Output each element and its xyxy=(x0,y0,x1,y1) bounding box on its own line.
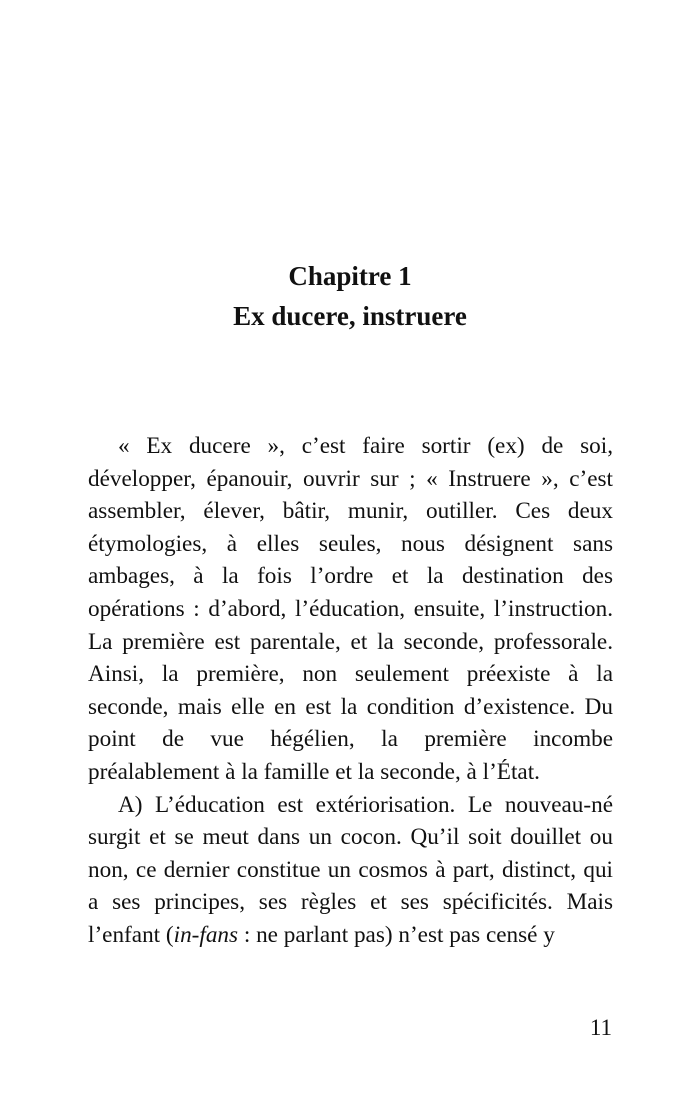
chapter-title: Ex ducere, instruere xyxy=(233,301,467,331)
chapter-label: Chapitre 1 xyxy=(288,261,412,291)
paragraph-education-part-2: : ne parlant pas) n’est pas censé y xyxy=(238,921,555,948)
chapter-heading xyxy=(0,258,700,334)
paragraph-education xyxy=(88,789,613,952)
paragraph-education-part-1: A) L’éducation est extériorisation. Le nouveau-né surgit et se meut dans un cocon. Qu’il soit douillet ou non, ce dernier constitue un cosmos à part, distinct, qui a ses principes, ses règles et ses spécificités. Mais l’enfant ( xyxy=(88,791,613,948)
body-text xyxy=(88,430,613,952)
paragraph-etymology: « Ex ducere », c’est faire sortir (ex) de soi, développer, épanouir, ouvrir sur ; « Instruere », c’est assembler, élever, bâtir, munir, outiller. Ces deux étymologies, à elles seules, nous désignent sans ambages, à la fois l’ordre et la destination des opérations : d’abord, l’éducation, ensuite, l’instruction. La première est parentale, et la seconde, professorale. Ainsi, la première, non seulement préexiste à la seconde, mais elle en est la condition d’existence. Du point de vue hégélien, la première incombe préalablement à la famille et la seconde, à l’État. xyxy=(88,433,613,785)
italic-term-in-fans: in-fans xyxy=(173,921,239,948)
page-number: 11 xyxy=(589,1015,612,1040)
